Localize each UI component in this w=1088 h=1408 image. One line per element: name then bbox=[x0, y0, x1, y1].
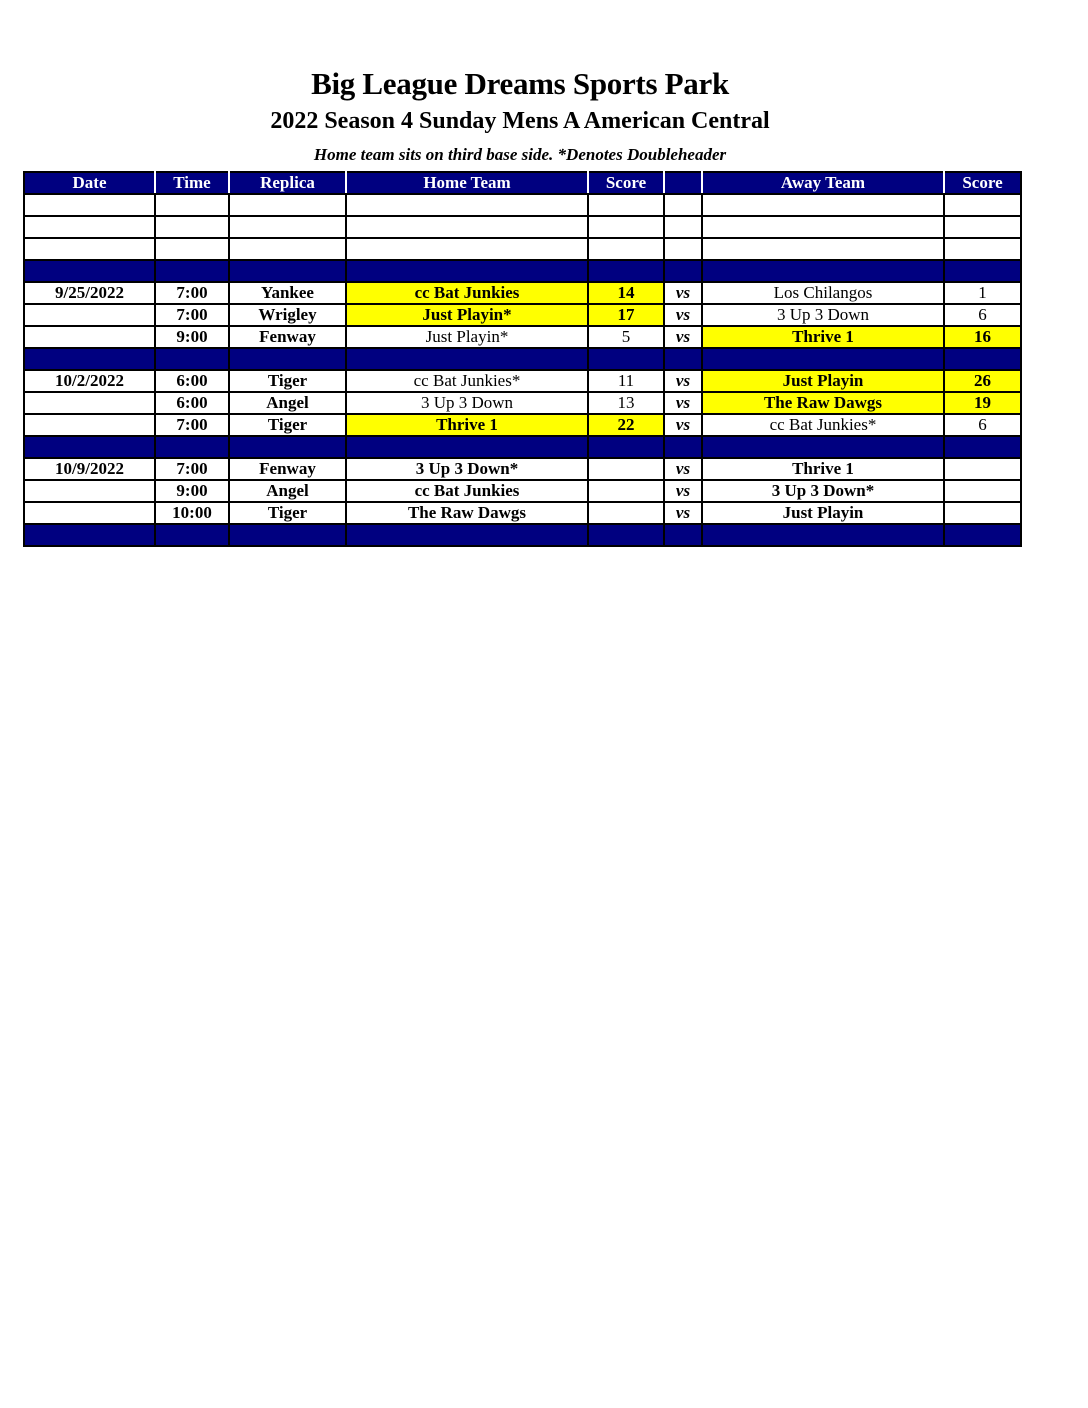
separator-cell bbox=[24, 524, 155, 546]
home-team: 3 Up 3 Down bbox=[346, 392, 588, 414]
separator-cell bbox=[944, 524, 1021, 546]
page-subtitle: 2022 Season 4 Sunday Mens A American Central bbox=[270, 108, 770, 134]
away-team: 3 Up 3 Down bbox=[702, 304, 944, 326]
home-team: Just Playin* bbox=[346, 304, 588, 326]
separator-cell bbox=[664, 524, 702, 546]
away-score: 1 bbox=[944, 282, 1021, 304]
game-row bbox=[24, 502, 1021, 524]
game-date bbox=[24, 502, 155, 524]
empty-cell bbox=[702, 238, 944, 260]
vs-label: vs bbox=[664, 392, 702, 414]
empty-cell bbox=[229, 238, 346, 260]
separator-cell bbox=[155, 260, 229, 282]
home-score: 5 bbox=[588, 326, 664, 348]
home-team: The Raw Dawgs bbox=[346, 502, 588, 524]
away-score bbox=[944, 480, 1021, 502]
schedule-table bbox=[23, 171, 1022, 547]
game-replica: Fenway bbox=[229, 326, 346, 348]
home-score bbox=[588, 458, 664, 480]
empty-cell bbox=[588, 216, 664, 238]
away-team: The Raw Dawgs bbox=[702, 392, 944, 414]
separator-cell bbox=[155, 524, 229, 546]
empty-cell bbox=[664, 194, 702, 216]
game-replica: Angel bbox=[229, 392, 346, 414]
game-date: 10/9/2022 bbox=[24, 458, 155, 480]
separator-cell bbox=[588, 436, 664, 458]
away-team: 3 Up 3 Down* bbox=[702, 480, 944, 502]
separator-cell bbox=[944, 436, 1021, 458]
vs-label: vs bbox=[664, 304, 702, 326]
game-time: 9:00 bbox=[155, 326, 229, 348]
separator-cell bbox=[229, 524, 346, 546]
game-row bbox=[24, 282, 1021, 304]
separator-row bbox=[24, 524, 1021, 546]
empty-cell bbox=[944, 238, 1021, 260]
game-row bbox=[24, 370, 1021, 392]
game-replica: Fenway bbox=[229, 458, 346, 480]
home-team: cc Bat Junkies bbox=[346, 282, 588, 304]
separator-cell bbox=[346, 260, 588, 282]
vs-label: vs bbox=[664, 458, 702, 480]
empty-cell bbox=[664, 216, 702, 238]
game-date: 9/25/2022 bbox=[24, 282, 155, 304]
game-replica: Angel bbox=[229, 480, 346, 502]
vs-label: vs bbox=[664, 414, 702, 436]
vs-label: vs bbox=[664, 480, 702, 502]
game-time: 7:00 bbox=[155, 304, 229, 326]
separator-cell bbox=[229, 436, 346, 458]
separator-cell bbox=[24, 348, 155, 370]
game-date: 10/2/2022 bbox=[24, 370, 155, 392]
away-team: Thrive 1 bbox=[702, 458, 944, 480]
empty-cell bbox=[588, 194, 664, 216]
game-row bbox=[24, 304, 1021, 326]
empty-cell bbox=[588, 238, 664, 260]
empty-cell bbox=[155, 194, 229, 216]
game-row bbox=[24, 392, 1021, 414]
empty-cell bbox=[944, 194, 1021, 216]
col-header-time: Time bbox=[155, 172, 229, 194]
away-team: Just Playin bbox=[702, 502, 944, 524]
game-time: 6:00 bbox=[155, 370, 229, 392]
game-date bbox=[24, 304, 155, 326]
empty-cell bbox=[346, 238, 588, 260]
separator-cell bbox=[664, 436, 702, 458]
away-score bbox=[944, 502, 1021, 524]
home-score bbox=[588, 480, 664, 502]
col-header-replica: Replica bbox=[229, 172, 346, 194]
separator-cell bbox=[702, 260, 944, 282]
away-score: 19 bbox=[944, 392, 1021, 414]
empty-cell bbox=[24, 238, 155, 260]
vs-label: vs bbox=[664, 370, 702, 392]
home-score bbox=[588, 502, 664, 524]
game-date bbox=[24, 326, 155, 348]
home-team: cc Bat Junkies* bbox=[346, 370, 588, 392]
separator-cell bbox=[346, 436, 588, 458]
away-score: 26 bbox=[944, 370, 1021, 392]
away-team: Los Chilangos bbox=[702, 282, 944, 304]
home-team: Just Playin* bbox=[346, 326, 588, 348]
empty-cell bbox=[664, 238, 702, 260]
vs-label: vs bbox=[664, 326, 702, 348]
separator-cell bbox=[588, 348, 664, 370]
game-date bbox=[24, 480, 155, 502]
col-header-date: Date bbox=[24, 172, 155, 194]
separator-row bbox=[24, 348, 1021, 370]
empty-cell bbox=[155, 216, 229, 238]
empty-cell bbox=[155, 238, 229, 260]
game-row bbox=[24, 480, 1021, 502]
home-score: 13 bbox=[588, 392, 664, 414]
separator-cell bbox=[346, 348, 588, 370]
separator-cell bbox=[346, 524, 588, 546]
separator-cell bbox=[664, 260, 702, 282]
empty-cell bbox=[24, 216, 155, 238]
schedule-note: Home team sits on third base side. *Denotes Doubleheader bbox=[313, 145, 727, 164]
home-team: cc Bat Junkies bbox=[346, 480, 588, 502]
away-team: cc Bat Junkies* bbox=[702, 414, 944, 436]
away-team: Thrive 1 bbox=[702, 326, 944, 348]
home-score: 22 bbox=[588, 414, 664, 436]
game-row bbox=[24, 458, 1021, 480]
separator-cell bbox=[664, 348, 702, 370]
separator-cell bbox=[24, 260, 155, 282]
game-time: 10:00 bbox=[155, 502, 229, 524]
game-date bbox=[24, 414, 155, 436]
away-score: 6 bbox=[944, 414, 1021, 436]
game-row bbox=[24, 414, 1021, 436]
empty-cell bbox=[229, 216, 346, 238]
empty-cell bbox=[346, 216, 588, 238]
home-score: 14 bbox=[588, 282, 664, 304]
separator-cell bbox=[229, 348, 346, 370]
away-team: Just Playin bbox=[702, 370, 944, 392]
away-score: 6 bbox=[944, 304, 1021, 326]
separator-cell bbox=[24, 436, 155, 458]
game-replica: Tiger bbox=[229, 370, 346, 392]
empty-row bbox=[24, 238, 1021, 260]
empty-cell bbox=[702, 216, 944, 238]
empty-cell bbox=[702, 194, 944, 216]
game-replica: Tiger bbox=[229, 502, 346, 524]
empty-row bbox=[24, 194, 1021, 216]
separator-cell bbox=[155, 436, 229, 458]
separator-cell bbox=[229, 260, 346, 282]
game-replica: Yankee bbox=[229, 282, 346, 304]
game-replica: Tiger bbox=[229, 414, 346, 436]
col-header-home-score: Score bbox=[588, 172, 664, 194]
separator-cell bbox=[588, 524, 664, 546]
away-score bbox=[944, 458, 1021, 480]
game-time: 9:00 bbox=[155, 480, 229, 502]
game-time: 7:00 bbox=[155, 414, 229, 436]
page-title: Big League Dreams Sports Park bbox=[311, 66, 729, 101]
game-time: 7:00 bbox=[155, 458, 229, 480]
vs-label: vs bbox=[664, 502, 702, 524]
game-row bbox=[24, 326, 1021, 348]
game-time: 6:00 bbox=[155, 392, 229, 414]
empty-cell bbox=[229, 194, 346, 216]
vs-label: vs bbox=[664, 282, 702, 304]
separator-cell bbox=[155, 348, 229, 370]
separator-row bbox=[24, 260, 1021, 282]
empty-cell bbox=[944, 216, 1021, 238]
header-row bbox=[24, 172, 1021, 194]
game-replica: Wrigley bbox=[229, 304, 346, 326]
empty-cell bbox=[346, 194, 588, 216]
col-header-away-score: Score bbox=[944, 172, 1021, 194]
separator-cell bbox=[588, 260, 664, 282]
separator-cell bbox=[944, 260, 1021, 282]
separator-cell bbox=[702, 348, 944, 370]
schedule-body bbox=[24, 194, 1021, 546]
col-header-vs bbox=[664, 172, 702, 194]
game-time: 7:00 bbox=[155, 282, 229, 304]
empty-row bbox=[24, 216, 1021, 238]
col-header-home-team: Home Team bbox=[346, 172, 588, 194]
home-team: 3 Up 3 Down* bbox=[346, 458, 588, 480]
empty-cell bbox=[24, 194, 155, 216]
home-team: Thrive 1 bbox=[346, 414, 588, 436]
col-header-away-team: Away Team bbox=[702, 172, 944, 194]
away-score: 16 bbox=[944, 326, 1021, 348]
home-score: 11 bbox=[588, 370, 664, 392]
separator-cell bbox=[944, 348, 1021, 370]
home-score: 17 bbox=[588, 304, 664, 326]
separator-cell bbox=[702, 524, 944, 546]
separator-row bbox=[24, 436, 1021, 458]
game-date bbox=[24, 392, 155, 414]
separator-cell bbox=[702, 436, 944, 458]
